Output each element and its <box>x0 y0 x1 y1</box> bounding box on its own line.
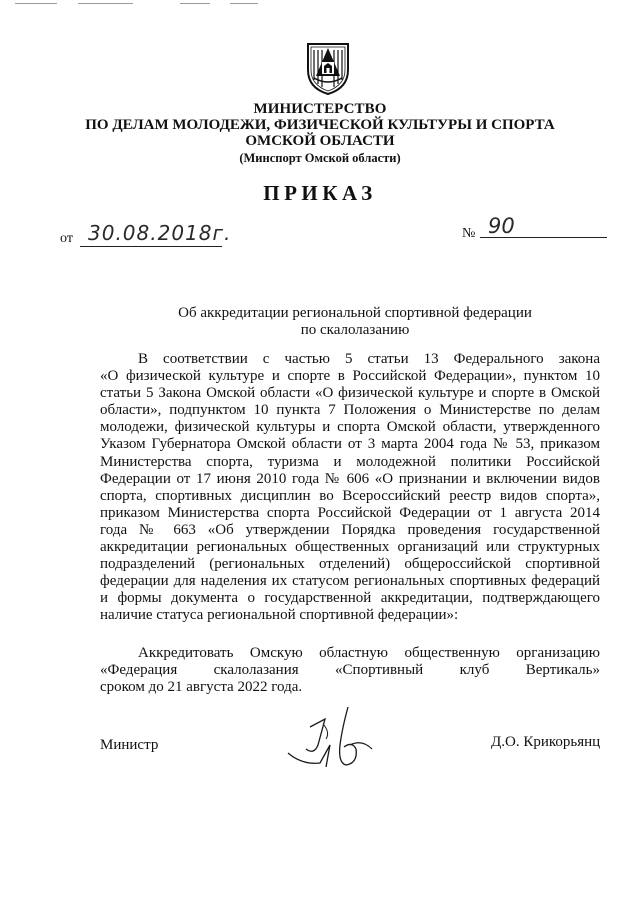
scan-artifact-line <box>78 3 133 4</box>
body-line: области», подпунктом 10 пункта 7 Положения о Министерстве по делам <box>100 402 600 419</box>
body-line: аккредитации региональных общественных организаций или структурных <box>100 539 600 556</box>
body-line: «Федерация скалолазания «Спортивный клуб Вертикаль» <box>100 662 600 679</box>
ministry-title: МИНИСТЕРСТВО <box>253 101 387 117</box>
body-line: В соответствии с частью 5 статьи 13 Федерального закона <box>138 351 600 367</box>
body-line: сроком до 21 августа 2022 года. <box>100 679 303 696</box>
ministry-subtitle: ПО ДЕЛАМ МОЛОДЕЖИ, ФИЗИЧЕСКОЙ КУЛЬТУРЫ И СПОРТА <box>85 117 555 133</box>
number-label: № <box>462 226 476 241</box>
date-value: 30.08.2018г. <box>88 221 232 245</box>
body-line: Федерации от 17 июня 2010 года № 606 «О признании и включении видов <box>100 470 600 487</box>
signer-name: Д.О. Крикорьянц <box>491 734 601 750</box>
body-line: подразделений (региональных отделений) общероссийской спортивной <box>100 556 600 573</box>
subject-line: по скалолазанию <box>300 322 410 338</box>
document-subject <box>150 305 560 339</box>
body-line: и формы документа о государственной аккредитации, подтверждающего <box>100 590 600 607</box>
order-paragraph <box>100 645 600 696</box>
body-line: статьи 5 Закона Омской области «О физической культуре и спорте в Омской <box>100 385 600 402</box>
body-line: «О физической культуре и спорте в Российской Федерации», пунктом 10 <box>100 368 600 385</box>
body-line: Министерства спорта, туризма и молодежной политики Российской <box>100 453 600 470</box>
handwritten-signature <box>280 705 390 770</box>
scan-artifact-line <box>230 3 258 4</box>
body-line: спорта, спортивных дисциплин во Всероссийский реестр видов спорта», <box>100 487 600 504</box>
ministry-short-name: (Минспорт Омской области) <box>239 151 401 165</box>
body-line: наличие статуса региональной спортивной федерации»: <box>100 607 459 624</box>
date-underline <box>80 246 222 247</box>
preamble-paragraph <box>100 351 600 625</box>
date-label: от <box>60 231 73 246</box>
signer-position: Министр <box>100 737 159 753</box>
ministry-region: ОМСКОЙ ОБЛАСТИ <box>245 133 395 149</box>
scan-artifact-line <box>15 3 57 4</box>
body-line: федерации для наделения их статусом региональных спортивных федераций <box>100 573 600 590</box>
subject-line: Об аккредитации региональной спортивной федерации <box>178 305 532 321</box>
scan-artifact-line <box>180 3 210 4</box>
body-line: молодежи, физической культуры и спорта Омской области, утвержденного <box>100 419 600 436</box>
body-line: Аккредитовать Омскую областную общественную организацию <box>138 645 600 661</box>
body-line: года № 663 «Об утверждении Порядка проведения государственной <box>100 521 600 538</box>
body-line: Указом Губернатора Омской области от 3 марта 2004 года № 53, приказом <box>100 436 600 453</box>
document-type: ПРИКАЗ <box>263 181 377 205</box>
body-line: приказом Министерства спорта Российской Федерации от 1 августа 2014 <box>100 504 600 521</box>
omsk-coat-of-arms-icon <box>305 40 351 96</box>
number-value: 90 <box>488 214 515 238</box>
